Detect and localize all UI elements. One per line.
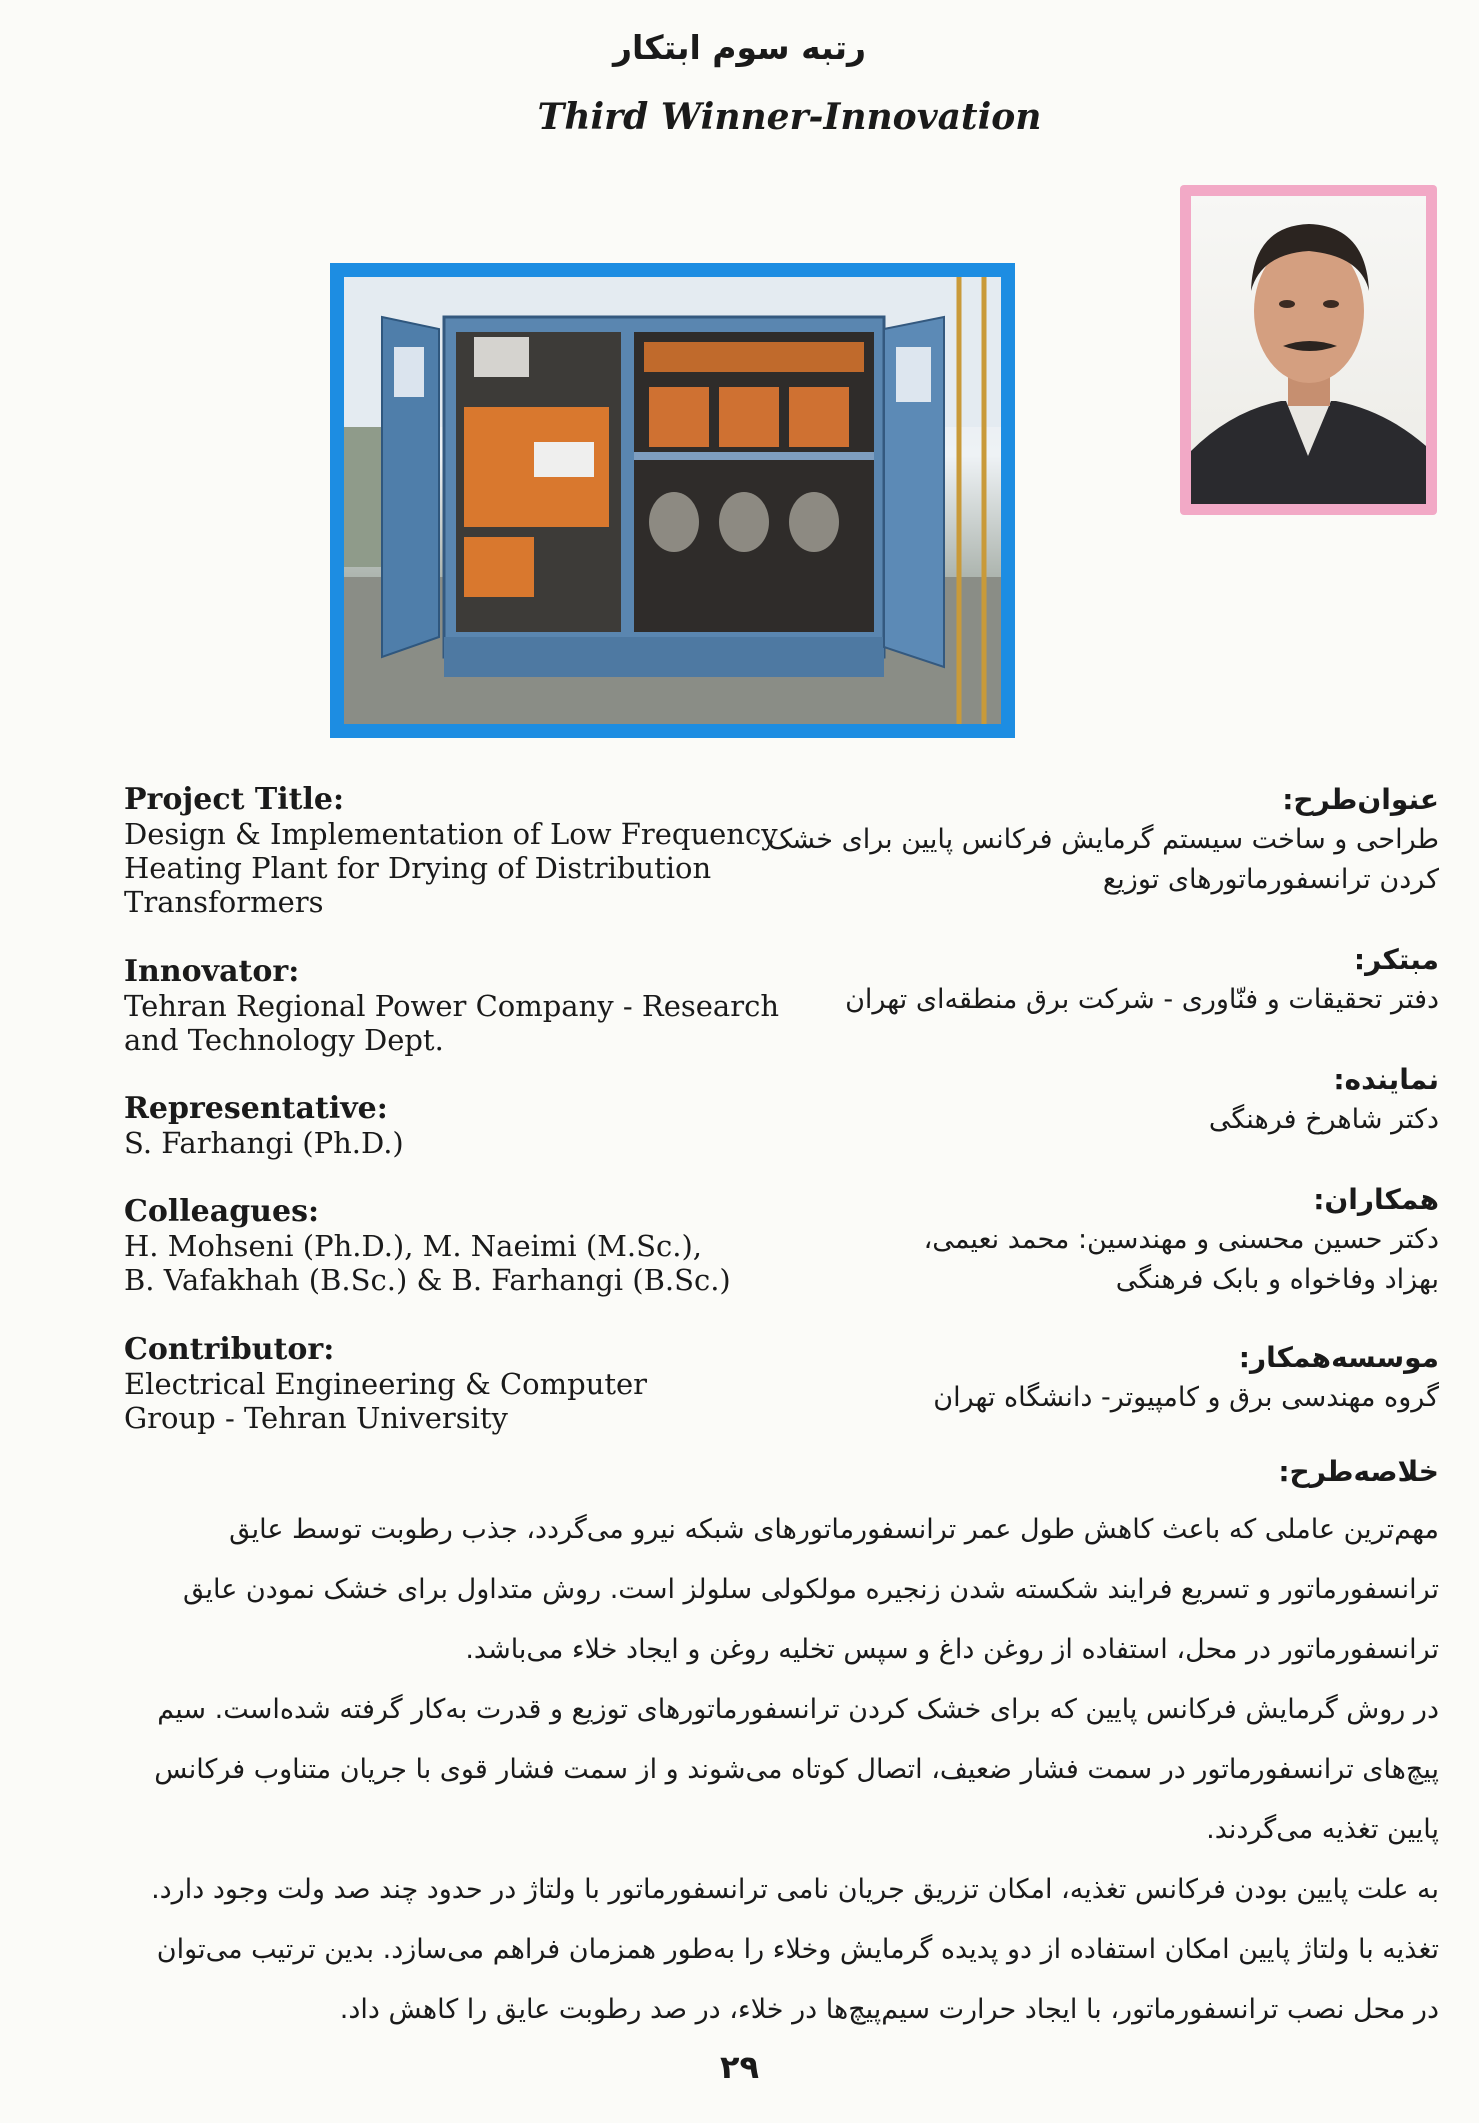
farsi-innovator xyxy=(759,940,1439,1020)
representative-portrait xyxy=(1180,185,1437,515)
summary-paragraph: در روش گرمایش فرکانس پایین که برای خشک کردن ترانسفورماتورهای توزیع و قدرت به‌کار گرفته شده‌است. سیم پیچ‌های ترانسفورماتور در سمت فشار ضعیف، اتصال کوتاه می‌شوند و از سمت فشار قوی با جریان متناوب فرکانس پایین تغذیه می‌گردند. xyxy=(154,1694,1439,1845)
innovator-line: Tehran Regional Power Company - Research xyxy=(124,989,780,1023)
colleagues-line-fa: بهزاد وفاخواه و بابک فرهنگی xyxy=(1115,1264,1439,1295)
farsi-project-title xyxy=(759,780,1439,900)
farsi-representative xyxy=(759,1060,1439,1140)
colleagues-line-fa: دکتر حسین محسنی و مهندسین: محمد نعیمی، xyxy=(923,1224,1439,1255)
colleagues-label: Colleagues: xyxy=(124,1194,320,1229)
contributor-label-fa: موسسه‌همکار: xyxy=(1238,1341,1439,1374)
contributor-label: Contributor: xyxy=(124,1332,335,1367)
page-title-farsi: رتبه سوم ابتکار xyxy=(613,28,866,67)
project-title-label-fa: عنوان‌طرح: xyxy=(1282,783,1439,816)
english-colleagues xyxy=(124,1195,731,1297)
innovator-label-fa: مبتکر: xyxy=(1353,943,1439,976)
english-representative xyxy=(124,1092,404,1160)
summary-body xyxy=(124,1500,1439,2040)
project-title-line-fa: طراحی و ساخت سیستم گرمایش فرکانس پایین برای خشک xyxy=(768,824,1439,855)
english-contributor xyxy=(124,1333,647,1435)
representative-label: Representative: xyxy=(124,1091,388,1126)
project-title-line: Transformers xyxy=(124,885,324,919)
colleagues-label-fa: همکاران: xyxy=(1313,1183,1439,1216)
english-project-title xyxy=(124,783,778,919)
summary-label: خلاصه‌طرح: xyxy=(1278,1455,1439,1488)
innovator-line-fa: دفتر تحقیقات و فنّاوری - شرکت برق منطقه‌ای تهران xyxy=(845,984,1439,1015)
farsi-contributor xyxy=(759,1338,1439,1418)
contributor-line-fa: گروه مهندسی برق و کامپیوتر- دانشگاه تهران xyxy=(933,1382,1439,1413)
representative-line: S. Farhangi (Ph.D.) xyxy=(124,1126,404,1160)
project-title-line: Design & Implementation of Low Frequency xyxy=(124,817,778,851)
innovator-line: and Technology Dept. xyxy=(124,1023,444,1057)
colleagues-line: B. Vafakhah (B.Sc.) & B. Farhangi (B.Sc.) xyxy=(124,1263,731,1297)
english-innovator xyxy=(124,955,779,1057)
colleagues-line: H. Mohseni (Ph.D.), M. Naeimi (M.Sc.), xyxy=(124,1229,702,1263)
project-title-line: Heating Plant for Drying of Distribution xyxy=(124,851,712,885)
contributor-line: Electrical Engineering & Computer xyxy=(124,1367,648,1401)
contributor-line: Group - Tehran University xyxy=(124,1401,508,1435)
project-title-label: Project Title: xyxy=(124,782,345,817)
page-number: ۲۹ xyxy=(719,2048,760,2086)
summary-paragraph: به علت پایین بودن فرکانس تغذیه، امکان تزریق جریان نامی ترانسفورماتور با ولتاژ در حدود چند صد ولت وجود دارد. تغذیه با ولتاژ پایین امکان استفاده از دو پدیده گرمایش وخلاء را به‌طور همزمان فراهم می‌سازد. بدین ترتیب می‌توان در محل نصب ترانسفورماتور، با ایجاد حرارت سیم‌پیچ‌ها در خلاء، در صد رطوبت عایق را کاهش داد. xyxy=(151,1874,1439,2025)
page-title-english: Third Winner-Innovation xyxy=(537,96,1042,138)
representative-line-fa: دکتر شاهرخ فرهنگی xyxy=(1208,1104,1439,1135)
summary-paragraph: مهم‌ترین عاملی که باعث کاهش طول عمر ترانسفورماتورهای شبکه نیرو می‌گردد، جذب رطوبت توسط عایق ترانسفورماتور و تسریع فرایند شکسته شدن زنجیره مولکولی سلولز است. روش متداول برای خشک نمودن عایق ترانسفورماتور در محل، استفاده از روغن داغ و سپس تخلیه روغن و ایجاد خلاء می‌باشد. xyxy=(182,1514,1439,1665)
farsi-colleagues xyxy=(759,1180,1439,1300)
representative-label-fa: نماینده: xyxy=(1333,1063,1439,1096)
innovator-label: Innovator: xyxy=(124,954,300,989)
project-title-line-fa: کردن ترانسفورماتورهای توزیع xyxy=(1102,864,1439,895)
equipment-photo xyxy=(330,263,1015,738)
